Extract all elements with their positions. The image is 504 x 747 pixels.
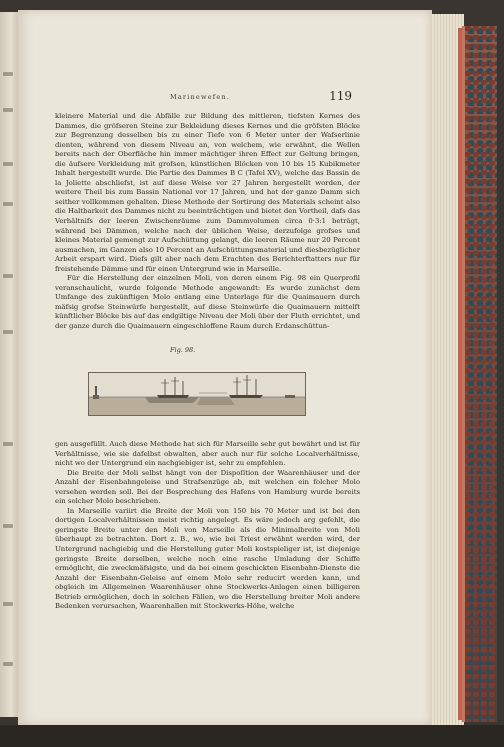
page-header	[70, 90, 350, 106]
facing-page-text-fragment	[3, 524, 13, 528]
paragraph: gen ausgefüllt. Auch diese Methode hat sich für Marseille sehr gut bewährt und ist für Verhältnisse, wie sie dafelbst obwalten, aber auch nur für solche Localverhältnisse, nicht wo der Untergrund ein nachgiebiger ist, sehr zu empfehlen.	[55, 440, 360, 468]
facing-page-edge	[0, 12, 18, 717]
ship-hull-left	[157, 395, 189, 398]
facing-page-text-fragment	[3, 72, 13, 76]
ship-hull-right	[229, 395, 263, 398]
running-head: Marinewefen.	[170, 93, 231, 101]
facing-page-text-fragment	[3, 602, 13, 606]
facing-page-text-fragment	[3, 108, 13, 112]
body-text-bottom	[55, 440, 360, 612]
paragraph: In Marseille variirt die Breite der Moli von 150 bis 70 Meter und ist bei den dortigen Localverhältnissen meist richtig angelegt. Es wäre jedoch arg gefehlt, die geringste Breite unter den Moli von Marseille als die Minimalbreite von Moli überhaupt zu betrachten. Dort z. B., wo, wie bei Triest erwähnt werden wird, der Untergrund nachgiebig und die Herstellung guter Moli kostspieliger ist, ist diejenige geringste Breite derselben, welche noch eine rasche Umladung der Schiffe ermöglicht, die zweckmäfsigste, und da bei einem geschickten Eisenbahn-Dienste die Anzahl der Eisenbahn-Geleise auf einem Molo sehr reducirt werden kann, und obgleich im Allgemeinen Waarenhäuser ohne Stockwerks-Anlagen einen billigeren Betrieb ermöglichen, doch in solchen Fällen, wo die Herstellung breiter Moli andere Bedenken verursachen, Waarenhallen mit Stockwerks-Höhe, welche	[55, 506, 360, 611]
page-number: 119	[329, 89, 352, 103]
harbour-cross-section-drawing	[89, 373, 305, 415]
facing-page-text-fragment	[3, 662, 13, 666]
harbour-illustration	[88, 372, 306, 416]
figure-caption: Fig. 98.	[170, 346, 196, 354]
facing-page-text-fragment	[3, 330, 13, 334]
facing-page-text-fragment	[3, 162, 13, 166]
paragraph: kleinere Material und die Abfälle zur Bildung des mittleren, tiefsten Kernes des Dammes, die gröfseren Steine zur Bekleidung dieses Kernes und die gröfsten Blöcke zur Begrenzung desselben bis zu einer Tiefe von 6 Meter unter der Wafserlinie dienten, während von diesem Niveau an, von welchem, wie erwähnt, die Wellen bereits nach der Oberfläche hin immer mächtiger ihren Effect zur Geltung bringen, die äufsere Verkleidung mit grofsen, künstlichen Blöcken von 10 bis 15 Kubikmeter Inhalt hergestellt wurde. Die Partie des Dammes B C (Tafel XV), welche das Bassin de la Joliette abschliefst, ist auf diese Weise vor 27 Jahren hergestellt worden, der weitere Theil bis zum Bassin National vor 17 Jahren, und hat der ganze Damm sich seither vollkommen gehalten. Diese Methode der Sortirung des Materials scheint also die Haltbarkeit des Dammes nicht zu beeinträchtigen und bietet den Vortheil, dafs das Verhältnifs der leeren Zwischenräume zum Dammvolumen circa 0·3:1 beträgt, während bei Dämmen, welche nach der üblichen Weise, derzufolge grofses und kleines Material gemengt zur Aufschüttung gelangt, die leeren Räume nur 20 Percent ausmachen, im Ganzen also 10 Percent an Aufschüttungsmaterial und diesbezüglicher Arbeit erspart wird. Diefs gilt aber nach dem Erachten des Berichterftatters nur für freistehende Dämme und für einen Untergrund wie in Marseille.	[55, 112, 360, 273]
facing-page-text-fragment	[3, 202, 13, 206]
marbled-cover	[462, 26, 497, 722]
background-shadow	[0, 725, 504, 747]
facing-page-text-fragment	[3, 442, 13, 446]
paragraph: Für die Herstellung der einzelnen Moli, von deren einem Fig. 98 ein Querprofil veranschaulicht, wurde folgende Methode angewandt: Es wurde zunächst dem Umfange des zukünftigen Molo entlang eine Unterlage für die Quaimauern durch mäfsig grofse Steinwürfe hergestellt, auf diese Steinwürfe die Quaimauern mittelft künftlicher Blöcke bis auf das endgiltige Niveau der Moli über der Fluth errichtet, und der ganze durch die Quaimauern eingeschloffene Raum durch Erdanschüttun-	[55, 274, 360, 331]
paragraph: Die Breite der Moli selbst hängt von der Dispoſition der Waarenhäuser und der Anzahl der Eisenbahngeleise und Strafsenzüge ab, mit welchen ein folcher Molo versehen werden soll. Bei der Besprechung des Hafens von Hamburg wurde bereits ein solcher Molo beschrieben.	[55, 468, 360, 506]
facing-page-text-fragment	[3, 274, 13, 278]
body-text-top	[55, 112, 360, 332]
